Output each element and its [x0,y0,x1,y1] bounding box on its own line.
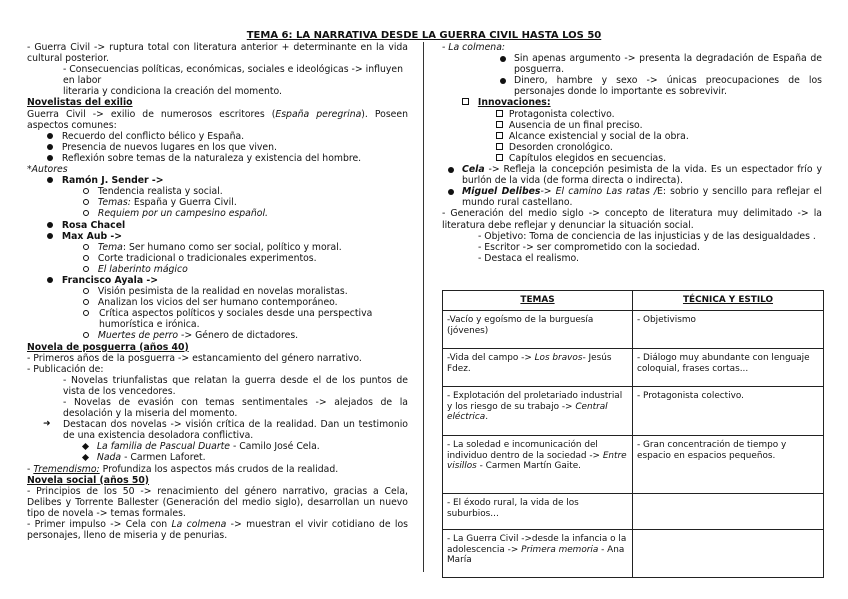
table-cell: - Objetivismo [633,311,824,349]
list-item: Visión pesimista de la realidad en novelas moralistas. [83,286,408,297]
column-divider [423,42,424,572]
exilio-paragraph: Guerra Civil -> exilio de numerosos escritores (España peregrina). Poseen aspectos comunes: [27,108,408,131]
table-row [443,349,824,387]
social-line: - Principios de los 50 -> renacimiento del género narrativo, gracias a Cela, Delibes y Torrente Ballester (Generación del medio siglo), desarrollan un nuevo tipo de novela -> temas formales. [27,485,408,519]
novela-item: Nada - Carmen Laforet. [27,452,408,463]
innov-list [462,109,822,164]
posguerra-line: - Publicación de: [27,363,104,375]
list-item: Recuerdo del conflicto bélico y España. [47,131,408,142]
bullet-icon [47,177,53,183]
diamond-bullet-icon [82,443,89,450]
circle-bullet-icon [83,332,89,338]
list-item: Temas: España y Guerra Civil. [83,197,408,208]
table-cell [633,494,824,530]
list-item: El laberinto mágico [83,264,408,275]
table-row [443,436,824,494]
temas-table [442,290,824,578]
list-item: Tema: Ser humano como ser social, político y moral. [83,242,408,253]
posguerra-heading: Novela de posguerra (años 40) [27,341,189,353]
table-cell [633,530,824,578]
table-cell: - El éxodo rural, la vida de los suburbios... [443,494,633,530]
list-item: Analizan los vicios del ser humano contemporáneo. [83,297,408,308]
list-item: Requiem por un campesino español. [83,208,408,219]
posguerra-line: - Primeros años de la posguerra -> estancamiento del género narrativo. [27,352,362,364]
autores-label: *Autores [27,164,68,176]
circle-bullet-icon [83,244,89,250]
checkbox-icon [496,143,503,150]
author-item: Ramón J. Sender -> [47,175,408,186]
circle-bullet-icon [83,266,89,272]
delibes-item: Miguel Delibes-> El camino Las ratas /E: sobrio y sencillo para reflejar el mundo rural castellano. [442,186,822,208]
list-item: Reflexión sobre temas de la naturaleza y existencia del hombre. [47,153,408,164]
generacion-line: - Destaca el realismo. [478,252,579,264]
list-item: Sin apenas argumento -> presenta la degradación de España de posguerra. [442,53,822,75]
generacion-line: - Objetivo: Toma de conciencia de las injusticias y de las desigualdades . [478,230,816,242]
innovaciones [442,97,822,164]
bullet-icon [47,222,53,228]
right-column [442,42,822,566]
table-row [443,387,824,436]
table-cell: -Vacío y egoísmo de la burguesía (jóvenes) [443,311,633,349]
list-item: Alcance existencial y social de la obra. [496,131,822,142]
bullet-icon [500,78,506,84]
bullet-icon [500,56,506,62]
bullet-icon [47,277,53,283]
checkbox-icon [496,110,503,117]
table-header-row [443,291,824,311]
bullet-icon [448,167,454,173]
table-cell: - Gran concentración de tiempo y espacio en espacios pequeños. [633,436,824,494]
circle-bullet-icon [83,299,89,305]
table-header: TEMAS [443,291,633,311]
list-item: Desorden cronológico. [496,142,822,153]
generacion-line: - Escritor -> ser comprometido con la sociedad. [478,241,700,253]
circle-bullet-icon [83,288,89,294]
colmena-label: - La colmena: [442,42,506,53]
list-item: Crítica aspectos políticos y sociales desde una perspectiva humorística e irónica. [83,308,408,330]
table-row [443,311,824,349]
circle-bullet-icon [83,310,89,316]
checkbox-icon [496,132,503,139]
author-item: Rosa Chacel [47,220,408,231]
list-item: Protagonista colectivo. [496,109,822,120]
author-item: Francisco Ayala -> [47,275,408,286]
list-item: Dinero, hambre y sexo -> únicas preocupaciones de los personajes donde lo importante es sobrevivir. [442,75,822,97]
table-cell: - Diálogo muy abundante con lenguaje coloquial, frases cortas... [633,349,824,387]
table-cell: - Protagonista colectivo. [633,387,824,436]
posguerra-line: - Novelas de evasión con temas sentimentales -> alejados de la desolación y la miseria del momento. [63,397,408,420]
bullet-icon [448,189,454,195]
sub-list [47,242,408,275]
diamond-bullet-icon [82,454,89,461]
list-item: Presencia de nuevos lugares en los que viven. [47,142,408,153]
checkbox-icon [496,154,503,161]
exilio-heading: Novelistas del exilio [27,97,133,109]
author-item: Max Aub -> [47,231,408,242]
list-item: Ausencia de un final preciso. [496,120,822,131]
sub-list [47,286,408,341]
table-cell: - La soledad e incomunicación del individuo dentro de la sociedad -> Entre visillos - Carmen Martín Gaite. [443,436,633,494]
sub-list [47,186,408,219]
table-row [443,530,824,578]
novela-item: La familia de Pascual Duarte - Camilo José Cela. [27,441,408,452]
circle-bullet-icon [83,188,89,194]
table-row [443,494,824,530]
tremendismo-line: - Tremendismo: Profundiza los aspectos más crudos de la realidad. [27,463,339,475]
exilio-list [27,131,408,164]
intro-line-2: - Consecuencias políticas, económicas, sociales e ideológicas -> influyen en labor [63,64,403,87]
colmena-list [442,53,822,97]
generacion-line: - Generación del medio siglo -> concepto de literatura muy delimitado -> la literatura debe reflejar y denunciar la situación social. [442,208,822,231]
bullet-icon [47,144,53,150]
innov-heading-row: Innovaciones: [462,97,822,108]
circle-bullet-icon [83,210,89,216]
bullet-icon [47,133,53,139]
posguerra-line: - Novelas triunfalistas que relatan la guerra desde el de los puntos de vista de los vencedores. [63,374,408,397]
table-header: TÉCNICA Y ESTILO [633,291,824,311]
intro-line-3: literaria y condiciona la creación del momento. [63,86,282,98]
intro-line-1: - Guerra Civil -> ruptura total con literatura anterior + determinante en la vida cultural posterior. [27,42,408,65]
checkbox-icon [496,121,503,128]
arrow-icon: ➜ [43,419,51,430]
circle-bullet-icon [83,199,89,205]
cela-item: Cela -> Refleja la concepción pesimista de la vida. Es un espectador frío y burlón de la vida (de forma directa o indirecta). [442,164,822,186]
autores-list [27,175,408,341]
list-item: Tendencia realista y social. [83,186,408,197]
page-title: TEMA 6: LA NARRATIVA DESDE LA GUERRA CIVIL HASTA LOS 50 [246,30,602,41]
bullet-icon [47,155,53,161]
list-item: Muertes de perro -> Género de dictadores. [83,330,408,341]
list-item: Capítulos elegidos en secuencias. [496,153,822,164]
list-item: Corte tradicional o tradicionales experimentos. [83,253,408,264]
table-cell: - Explotación del proletariado industrial y los riesgo de su trabajo -> Central eléctrica. [443,387,633,436]
table-cell: - La Guerra Civil ->desde la infancia o la adolescencia -> Primera memoria - Ana María [443,530,633,578]
social-line: - Primer impulso -> Cela con La colmena -> muestran el vivir cotidiano de los personajes, lleno de miseria y de penurias. [27,519,408,542]
bullet-icon [47,233,53,239]
table-cell: -Vida del campo -> Los bravos- Jesús Fdez. [443,349,633,387]
circle-bullet-icon [83,255,89,261]
left-column [27,42,408,541]
checkbox-icon [462,98,469,105]
social-heading: Novela social (años 50) [27,474,150,486]
posguerra-line: ➜ Destacan dos novelas -> visión crítica de la realidad. Dan un testimonio de una existencia desoladora conflictiva. [43,419,408,442]
